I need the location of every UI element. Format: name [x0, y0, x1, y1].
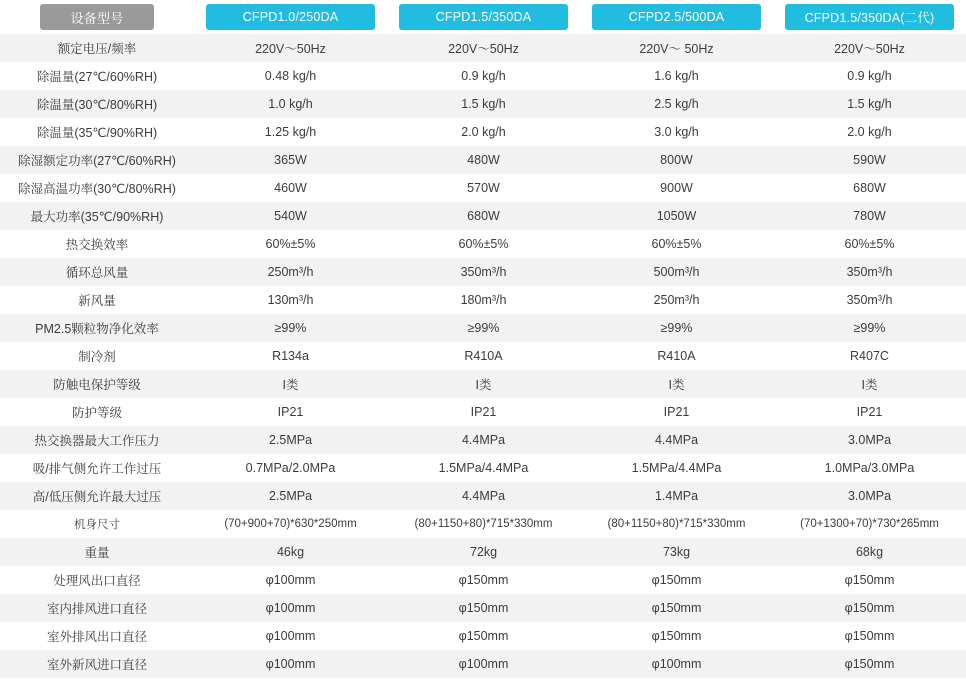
- row-label: 吸/排气侧允许工作过压: [0, 454, 194, 482]
- header-label-product-3: CFPD2.5/500DA: [592, 4, 761, 30]
- table-row: [0, 118, 966, 146]
- row-value: I类: [580, 370, 773, 398]
- table-row: [0, 174, 966, 202]
- row-value: 590W: [773, 146, 966, 174]
- row-label: 高/低压侧允许最大过压: [0, 482, 194, 510]
- row-value: 1.25 kg/h: [194, 118, 387, 146]
- row-value: 2.5MPa: [194, 426, 387, 454]
- table-row: [0, 90, 966, 118]
- row-value: 180m³/h: [387, 286, 580, 314]
- row-label: 循环总风量: [0, 258, 194, 286]
- header-cell-product-4: [773, 0, 966, 34]
- row-value: φ100mm: [194, 566, 387, 594]
- table-row: [0, 482, 966, 510]
- table-row: [0, 650, 966, 678]
- row-value: φ100mm: [194, 622, 387, 650]
- table-row: [0, 258, 966, 286]
- row-value: 0.48 kg/h: [194, 62, 387, 90]
- row-value: 1.0 kg/h: [194, 90, 387, 118]
- row-value: I类: [387, 370, 580, 398]
- row-value: 1.5 kg/h: [773, 90, 966, 118]
- row-value: IP21: [773, 398, 966, 426]
- row-label: 最大功率(35℃/90%RH): [0, 202, 194, 230]
- table-row: [0, 34, 966, 62]
- row-value: IP21: [387, 398, 580, 426]
- row-label: 除温量(35℃/90%RH): [0, 118, 194, 146]
- row-label: 除湿额定功率(27℃/60%RH): [0, 146, 194, 174]
- row-value: 72kg: [387, 538, 580, 566]
- row-value: 800W: [580, 146, 773, 174]
- row-label: 热交换效率: [0, 230, 194, 258]
- row-value: 73kg: [580, 538, 773, 566]
- row-value: I类: [773, 370, 966, 398]
- table-row: [0, 342, 966, 370]
- table-row: [0, 426, 966, 454]
- header-label-product-2: CFPD1.5/350DA: [399, 4, 568, 30]
- row-value: 3.0 kg/h: [580, 118, 773, 146]
- row-value: φ100mm: [580, 650, 773, 678]
- row-value: 2.5MPa: [194, 482, 387, 510]
- table-row: [0, 594, 966, 622]
- row-value: (70+1300+70)*730*265mm: [773, 510, 966, 538]
- row-value: IP21: [194, 398, 387, 426]
- row-value: 900W: [580, 174, 773, 202]
- row-value: 1.5MPa/4.4MPa: [387, 454, 580, 482]
- table-row: [0, 510, 966, 538]
- row-value: 220V～50Hz: [773, 34, 966, 62]
- row-label: 防护等级: [0, 398, 194, 426]
- row-value: 60%±5%: [773, 230, 966, 258]
- row-value: 365W: [194, 146, 387, 174]
- row-value: φ150mm: [773, 622, 966, 650]
- header-label-model: 设备型号: [40, 4, 154, 30]
- row-value: 60%±5%: [580, 230, 773, 258]
- row-value: 3.0MPa: [773, 482, 966, 510]
- row-value: 1.5MPa/4.4MPa: [580, 454, 773, 482]
- row-value: ≥99%: [194, 314, 387, 342]
- row-value: 130m³/h: [194, 286, 387, 314]
- header-cell-model: [0, 0, 194, 34]
- row-value: 220V～50Hz: [387, 34, 580, 62]
- row-label: 新风量: [0, 286, 194, 314]
- table-body: [0, 34, 966, 678]
- row-value: 1.4MPa: [580, 482, 773, 510]
- row-value: IP21: [580, 398, 773, 426]
- table-row: [0, 230, 966, 258]
- row-value: ≥99%: [773, 314, 966, 342]
- header-cell-product-3: [580, 0, 773, 34]
- row-value: φ150mm: [387, 566, 580, 594]
- row-value: φ150mm: [773, 650, 966, 678]
- row-value: ≥99%: [387, 314, 580, 342]
- row-value: 540W: [194, 202, 387, 230]
- row-value: 220V～50Hz: [194, 34, 387, 62]
- header-cell-product-2: [387, 0, 580, 34]
- header-label-product-4: CFPD1.5/350DA(二代): [785, 4, 954, 30]
- table-row: [0, 622, 966, 650]
- row-label: 除温量(30℃/80%RH): [0, 90, 194, 118]
- row-value: 1050W: [580, 202, 773, 230]
- row-value: 1.6 kg/h: [580, 62, 773, 90]
- table-row: [0, 202, 966, 230]
- table-row: [0, 538, 966, 566]
- row-value: 0.9 kg/h: [387, 62, 580, 90]
- row-value: 60%±5%: [387, 230, 580, 258]
- row-label: 室外新风进口直径: [0, 650, 194, 678]
- row-value: φ150mm: [773, 566, 966, 594]
- row-value: (80+1150+80)*715*330mm: [580, 510, 773, 538]
- row-value: R410A: [387, 342, 580, 370]
- row-label: 处理风出口直径: [0, 566, 194, 594]
- row-label: 除温量(27℃/60%RH): [0, 62, 194, 90]
- row-value: 250m³/h: [580, 286, 773, 314]
- row-value: φ150mm: [387, 622, 580, 650]
- row-label: PM2.5颗粒物净化效率: [0, 314, 194, 342]
- row-value: 780W: [773, 202, 966, 230]
- row-value: 250m³/h: [194, 258, 387, 286]
- row-value: 0.9 kg/h: [773, 62, 966, 90]
- row-value: 570W: [387, 174, 580, 202]
- row-label: 防触电保护等级: [0, 370, 194, 398]
- row-value: 2.5 kg/h: [580, 90, 773, 118]
- row-value: 1.5 kg/h: [387, 90, 580, 118]
- row-value: 480W: [387, 146, 580, 174]
- table-row: [0, 146, 966, 174]
- header-cell-product-1: [194, 0, 387, 34]
- row-value: 60%±5%: [194, 230, 387, 258]
- row-value: φ150mm: [773, 594, 966, 622]
- row-value: 350m³/h: [773, 286, 966, 314]
- table-row: [0, 370, 966, 398]
- row-value: 68kg: [773, 538, 966, 566]
- row-value: φ150mm: [580, 566, 773, 594]
- row-label: 除湿高温功率(30℃/80%RH): [0, 174, 194, 202]
- row-value: I类: [194, 370, 387, 398]
- row-label: 热交换器最大工作压力: [0, 426, 194, 454]
- row-value: 46kg: [194, 538, 387, 566]
- row-value: 680W: [387, 202, 580, 230]
- row-label: 重量: [0, 538, 194, 566]
- row-label: 额定电压/频率: [0, 34, 194, 62]
- row-value: 2.0 kg/h: [387, 118, 580, 146]
- row-value: ≥99%: [580, 314, 773, 342]
- row-value: φ100mm: [194, 650, 387, 678]
- row-label: 室内排风进口直径: [0, 594, 194, 622]
- header-label-product-1: CFPD1.0/250DA: [206, 4, 375, 30]
- row-label: 制冷剂: [0, 342, 194, 370]
- row-value: 4.4MPa: [580, 426, 773, 454]
- row-value: R134a: [194, 342, 387, 370]
- table-row: [0, 286, 966, 314]
- row-value: φ100mm: [387, 650, 580, 678]
- row-value: (70+900+70)*630*250mm: [194, 510, 387, 538]
- row-value: 500m³/h: [580, 258, 773, 286]
- row-value: 4.4MPa: [387, 482, 580, 510]
- row-value: 1.0MPa/3.0MPa: [773, 454, 966, 482]
- row-value: 680W: [773, 174, 966, 202]
- table-row: [0, 398, 966, 426]
- row-value: 350m³/h: [387, 258, 580, 286]
- row-value: φ150mm: [387, 594, 580, 622]
- row-value: 220V～ 50Hz: [580, 34, 773, 62]
- table-header: [0, 0, 966, 34]
- row-value: φ150mm: [580, 622, 773, 650]
- row-value: φ100mm: [194, 594, 387, 622]
- row-value: 460W: [194, 174, 387, 202]
- row-value: 0.7MPa/2.0MPa: [194, 454, 387, 482]
- row-value: φ150mm: [580, 594, 773, 622]
- header-row: [0, 0, 966, 34]
- row-label: 室外排风出口直径: [0, 622, 194, 650]
- row-value: 4.4MPa: [387, 426, 580, 454]
- row-value: (80+1150+80)*715*330mm: [387, 510, 580, 538]
- table-row: [0, 314, 966, 342]
- row-value: R410A: [580, 342, 773, 370]
- row-value: 3.0MPa: [773, 426, 966, 454]
- table-row: [0, 566, 966, 594]
- row-value: R407C: [773, 342, 966, 370]
- row-value: 350m³/h: [773, 258, 966, 286]
- row-label: 机身尺寸: [0, 510, 194, 538]
- table-row: [0, 62, 966, 90]
- table-row: [0, 454, 966, 482]
- row-value: 2.0 kg/h: [773, 118, 966, 146]
